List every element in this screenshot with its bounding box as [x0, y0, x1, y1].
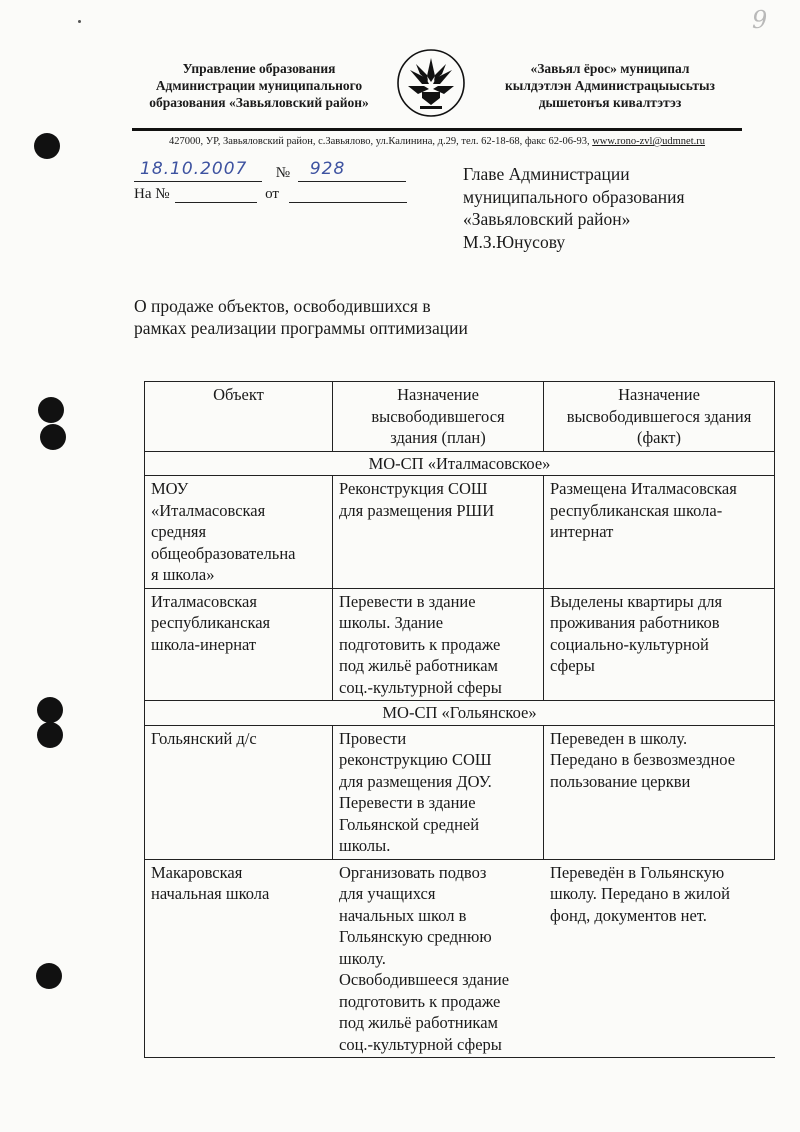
letterhead-left-line: Администрации муниципального [155, 78, 363, 93]
ref-label: На № [134, 186, 170, 202]
header-line: здания (план) [390, 428, 486, 447]
letterhead-right-line: «Завьял ёрос» муниципал [530, 61, 690, 76]
cell-line: Переведён в Гольянскую [550, 862, 725, 882]
cell-line: общеобразовательна [151, 543, 296, 563]
date-handwritten: 18.10.2007 [140, 159, 248, 179]
letterhead-left-line: образования «Завьяловский район» [149, 95, 369, 110]
letterhead-left-line: Управление образования [182, 61, 336, 76]
punch-hole [34, 133, 60, 159]
cell-line: фонд, документов нет. [550, 905, 707, 925]
addressee-line: М.З.Юнусову [463, 231, 566, 252]
cell-fact [544, 725, 775, 859]
cell-line: Выделены квартиры для [550, 591, 723, 611]
header-plan [333, 382, 544, 452]
section-row [145, 451, 775, 476]
objects-table [144, 381, 775, 1058]
cell-line: подготовить к продаже [339, 991, 501, 1011]
punch-hole [40, 424, 66, 450]
letterhead-right-line: кылдэтлэн Администрацыысьтыз [505, 78, 715, 93]
addressee-block [463, 163, 685, 253]
cell-line: школу. [339, 948, 386, 968]
cell-line: начальных школ в [339, 905, 467, 925]
cell-fact [544, 588, 775, 701]
address-link[interactable]: www.rono-zvl@udmnet.ru [592, 136, 706, 147]
cell-line: Перевести в здание [339, 591, 476, 611]
cell-plan [333, 725, 544, 859]
section-title: МО-СП «Италмасовское» [145, 451, 775, 476]
letterhead-left [140, 60, 378, 111]
ref-number-blank [175, 186, 257, 203]
header-object [145, 382, 333, 452]
letterhead-address [132, 136, 742, 147]
table-row [145, 588, 775, 701]
cell-line: проживания работников [550, 613, 720, 632]
punch-hole [36, 963, 62, 989]
cell-line: МОУ [151, 479, 189, 498]
cell-line: под жильё работникам [339, 1013, 498, 1032]
cell-line: Переведен в школу. [550, 728, 688, 748]
cell-line: Провести [339, 728, 407, 748]
cell-line: Гольянскую среднюю [339, 927, 492, 946]
cell-line: соц.-культурной сферы [339, 677, 502, 697]
cell-line: Размещена Италмасовская [550, 479, 737, 498]
cell-line: соц.-культурной сферы [339, 1034, 502, 1054]
cell-line: школу. Передано в жилой [550, 884, 730, 903]
header-line: Объект [213, 385, 264, 404]
cell-line: сферы [550, 656, 595, 675]
cell-line: Организовать подвоз [339, 862, 487, 882]
cell-line: Перевести в здание [339, 793, 476, 812]
table-row [145, 476, 775, 589]
cell-plan [333, 476, 544, 589]
cell-line: начальная школа [151, 884, 270, 903]
cell-line: реконструкцию СОШ [339, 750, 492, 769]
cell-line: Освободившееся здание [339, 970, 510, 989]
reference-line [134, 186, 407, 203]
cell-line: Реконструкция СОШ [339, 479, 488, 498]
header-line: высвободившегося здания [566, 406, 752, 426]
table-row [145, 725, 775, 859]
cell-line: средняя [151, 522, 207, 541]
addressee-line: «Завьяловский район» [463, 209, 631, 229]
cell-line: школа-инернат [151, 634, 257, 654]
cell-fact [544, 476, 775, 589]
address-text: 427000, УР, Завьяловский район, с.Завьялово, ул.Калинина, д.29, тел. 62-18-68, факс 62-06-93, [168, 136, 593, 147]
letterhead-rule [132, 128, 742, 131]
header-fact [544, 382, 775, 452]
ref-date-blank [289, 186, 407, 203]
number-field [298, 159, 406, 182]
cell-line: «Италмасовская [151, 500, 266, 520]
cell-line: школы. [339, 836, 391, 855]
letterhead-right-line: дышетонъя кивалтэтэз [538, 95, 682, 110]
punch-hole [38, 397, 64, 423]
subject-line: О продаже объектов, освободившихся в [134, 296, 431, 316]
cell-line: для размещения ДОУ. [339, 771, 492, 791]
punch-hole [37, 697, 63, 723]
page-number: 9 [752, 6, 768, 34]
addressee-line: Главе Администрации [463, 164, 630, 184]
ref-from-label: от [265, 186, 279, 202]
cell-line: подготовить к продаже [339, 634, 501, 654]
header-line: высвободившегося [371, 406, 505, 426]
letterhead-right [470, 60, 750, 111]
cell-line: под жильё работникам [339, 656, 498, 675]
table-header-row [145, 382, 775, 452]
cell-object [145, 476, 333, 589]
letter-date-number [134, 159, 406, 182]
cell-object [145, 588, 333, 701]
cell-line: интернат [550, 522, 614, 541]
header-line: (факт) [636, 428, 681, 447]
cell-fact [544, 859, 775, 1058]
cell-line: Передано в безвозмездное [550, 750, 736, 769]
cell-object [145, 725, 333, 859]
district-emblem-logo [396, 48, 466, 118]
cell-line: Гольянской средней [339, 814, 480, 834]
addressee-line: муниципального образования [463, 186, 685, 207]
cell-line: я школа» [151, 565, 215, 584]
header-line: Назначение [618, 385, 700, 404]
cell-line: Италмасовская [151, 591, 257, 611]
punch-hole [37, 722, 63, 748]
header-line: Назначение [397, 385, 479, 404]
cell-line: социально-культурной [550, 634, 709, 654]
number-handwritten: 928 [309, 159, 346, 179]
cell-line: Гольянский д/с [151, 728, 257, 748]
section-title: МО-СП «Гольянское» [145, 701, 775, 726]
cell-object [145, 859, 333, 1058]
cell-line: школы. Здание [339, 613, 444, 632]
number-label: № [275, 165, 291, 181]
section-row [145, 701, 775, 726]
table-row [145, 859, 775, 1058]
cell-line: для учащихся [339, 884, 436, 903]
cell-plan [333, 859, 544, 1058]
cell-line: для размещения РШИ [339, 500, 495, 520]
cell-line: республиканская [151, 613, 271, 632]
date-field [134, 159, 262, 182]
cell-line: пользование церкви [550, 771, 691, 791]
cell-line: Макаровская [151, 862, 243, 882]
subject-line: рамках реализации программы оптимизации [134, 318, 468, 338]
scan-speck [78, 20, 81, 23]
cell-plan [333, 588, 544, 701]
cell-line: республиканская школа- [550, 500, 723, 520]
letter-subject [134, 295, 468, 339]
